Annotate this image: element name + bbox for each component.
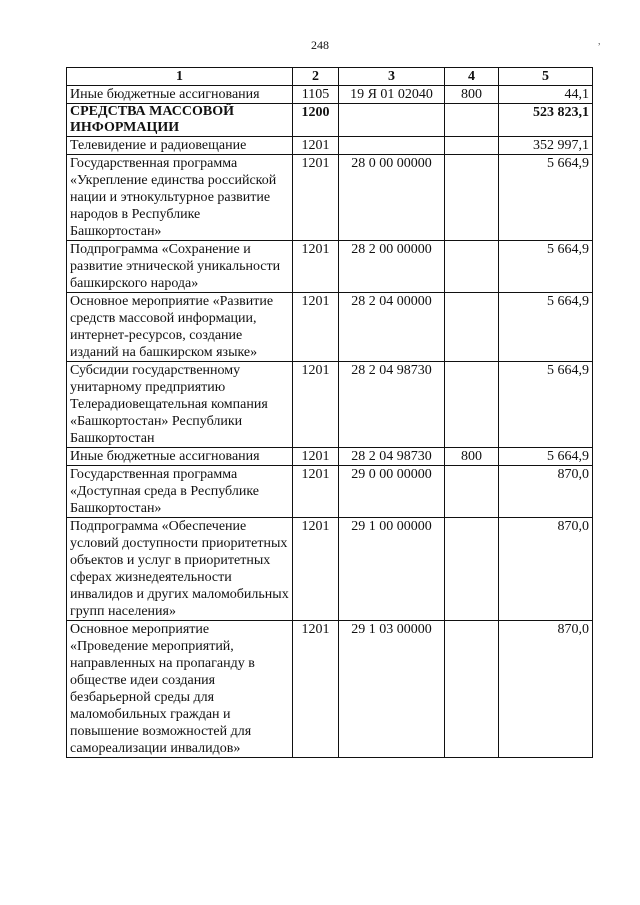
row-name: Государственная программа «Укрепление единства российской нации и этнокультурное развитие народов в Республике Башкортостан» bbox=[67, 155, 293, 241]
header-col-3: 3 bbox=[339, 68, 445, 86]
row-target-code: 28 2 04 98730 bbox=[339, 362, 445, 448]
row-section-code: 1201 bbox=[293, 155, 339, 241]
row-target-code: 28 2 04 00000 bbox=[339, 293, 445, 362]
row-expense-kind bbox=[445, 362, 499, 448]
row-expense-kind bbox=[445, 155, 499, 241]
row-name: Государственная программа «Доступная среда в Республике Башкортостан» bbox=[67, 466, 293, 518]
row-expense-kind bbox=[445, 104, 499, 137]
table-row bbox=[67, 448, 593, 466]
header-col-4: 4 bbox=[445, 68, 499, 86]
table-row bbox=[67, 362, 593, 448]
header-col-2: 2 bbox=[293, 68, 339, 86]
row-name: Основное мероприятие «Развитие средств массовой информации, интернет-ресурсов, создание изданий на башкирском языке» bbox=[67, 293, 293, 362]
row-name: Иные бюджетные ассигнования bbox=[67, 86, 293, 104]
table-header-row bbox=[67, 68, 593, 86]
header-col-1: 1 bbox=[67, 68, 293, 86]
corner-mark: , bbox=[598, 36, 601, 47]
table-row bbox=[67, 241, 593, 293]
table-row bbox=[67, 104, 593, 137]
row-expense-kind bbox=[445, 293, 499, 362]
table-row bbox=[67, 518, 593, 621]
table-body bbox=[67, 86, 593, 758]
row-section-code: 1201 bbox=[293, 448, 339, 466]
row-section-code: 1201 bbox=[293, 466, 339, 518]
row-target-code: 28 0 00 00000 bbox=[339, 155, 445, 241]
table-row bbox=[67, 86, 593, 104]
row-amount: 523 823,1 bbox=[499, 104, 593, 137]
row-expense-kind bbox=[445, 518, 499, 621]
row-section-code: 1105 bbox=[293, 86, 339, 104]
row-section-code: 1201 bbox=[293, 293, 339, 362]
table-row bbox=[67, 293, 593, 362]
row-section-code: 1201 bbox=[293, 518, 339, 621]
row-name: СРЕДСТВА МАССОВОЙ ИНФОРМАЦИИ bbox=[67, 104, 293, 137]
budget-table bbox=[66, 67, 593, 758]
row-amount: 352 997,1 bbox=[499, 137, 593, 155]
row-expense-kind bbox=[445, 621, 499, 758]
row-target-code: 28 2 00 00000 bbox=[339, 241, 445, 293]
row-name: Телевидение и радиовещание bbox=[67, 137, 293, 155]
row-section-code: 1200 bbox=[293, 104, 339, 137]
row-amount: 5 664,9 bbox=[499, 293, 593, 362]
row-amount: 870,0 bbox=[499, 466, 593, 518]
row-amount: 5 664,9 bbox=[499, 362, 593, 448]
row-amount: 5 664,9 bbox=[499, 241, 593, 293]
row-section-code: 1201 bbox=[293, 362, 339, 448]
row-amount: 44,1 bbox=[499, 86, 593, 104]
table-row bbox=[67, 621, 593, 758]
row-target-code bbox=[339, 137, 445, 155]
row-section-code: 1201 bbox=[293, 621, 339, 758]
row-section-code: 1201 bbox=[293, 137, 339, 155]
row-name: Подпрограмма «Сохранение и развитие этнической уникальности башкирского народа» bbox=[67, 241, 293, 293]
page-number: 248 bbox=[311, 38, 329, 52]
table-row bbox=[67, 137, 593, 155]
row-name: Основное мероприятие «Проведение мероприятий, направленных на пропаганду в обществе идеи создания безбарьерной среды для маломобильных граждан и повышение возможностей для самореализации инвалидов» bbox=[67, 621, 293, 758]
row-target-code: 28 2 04 98730 bbox=[339, 448, 445, 466]
header-col-5: 5 bbox=[499, 68, 593, 86]
row-expense-kind: 800 bbox=[445, 448, 499, 466]
row-expense-kind: 800 bbox=[445, 86, 499, 104]
row-name: Подпрограмма «Обеспечение условий доступности приоритетных объектов и услуг в приоритетных сферах жизнедеятельности инвалидов и других маломобильных групп населения» bbox=[67, 518, 293, 621]
row-amount: 5 664,9 bbox=[499, 448, 593, 466]
row-expense-kind bbox=[445, 241, 499, 293]
row-amount: 870,0 bbox=[499, 518, 593, 621]
row-name: Субсидии государственному унитарному предприятию Телерадиовещательная компания «Башкортостан» Республики Башкортостан bbox=[67, 362, 293, 448]
row-target-code bbox=[339, 104, 445, 137]
table-row bbox=[67, 466, 593, 518]
row-target-code: 19 Я 01 02040 bbox=[339, 86, 445, 104]
row-target-code: 29 1 03 00000 bbox=[339, 621, 445, 758]
row-expense-kind bbox=[445, 137, 499, 155]
row-target-code: 29 0 00 00000 bbox=[339, 466, 445, 518]
row-target-code: 29 1 00 00000 bbox=[339, 518, 445, 621]
table-row bbox=[67, 155, 593, 241]
row-section-code: 1201 bbox=[293, 241, 339, 293]
row-amount: 5 664,9 bbox=[499, 155, 593, 241]
row-expense-kind bbox=[445, 466, 499, 518]
row-name: Иные бюджетные ассигнования bbox=[67, 448, 293, 466]
row-amount: 870,0 bbox=[499, 621, 593, 758]
